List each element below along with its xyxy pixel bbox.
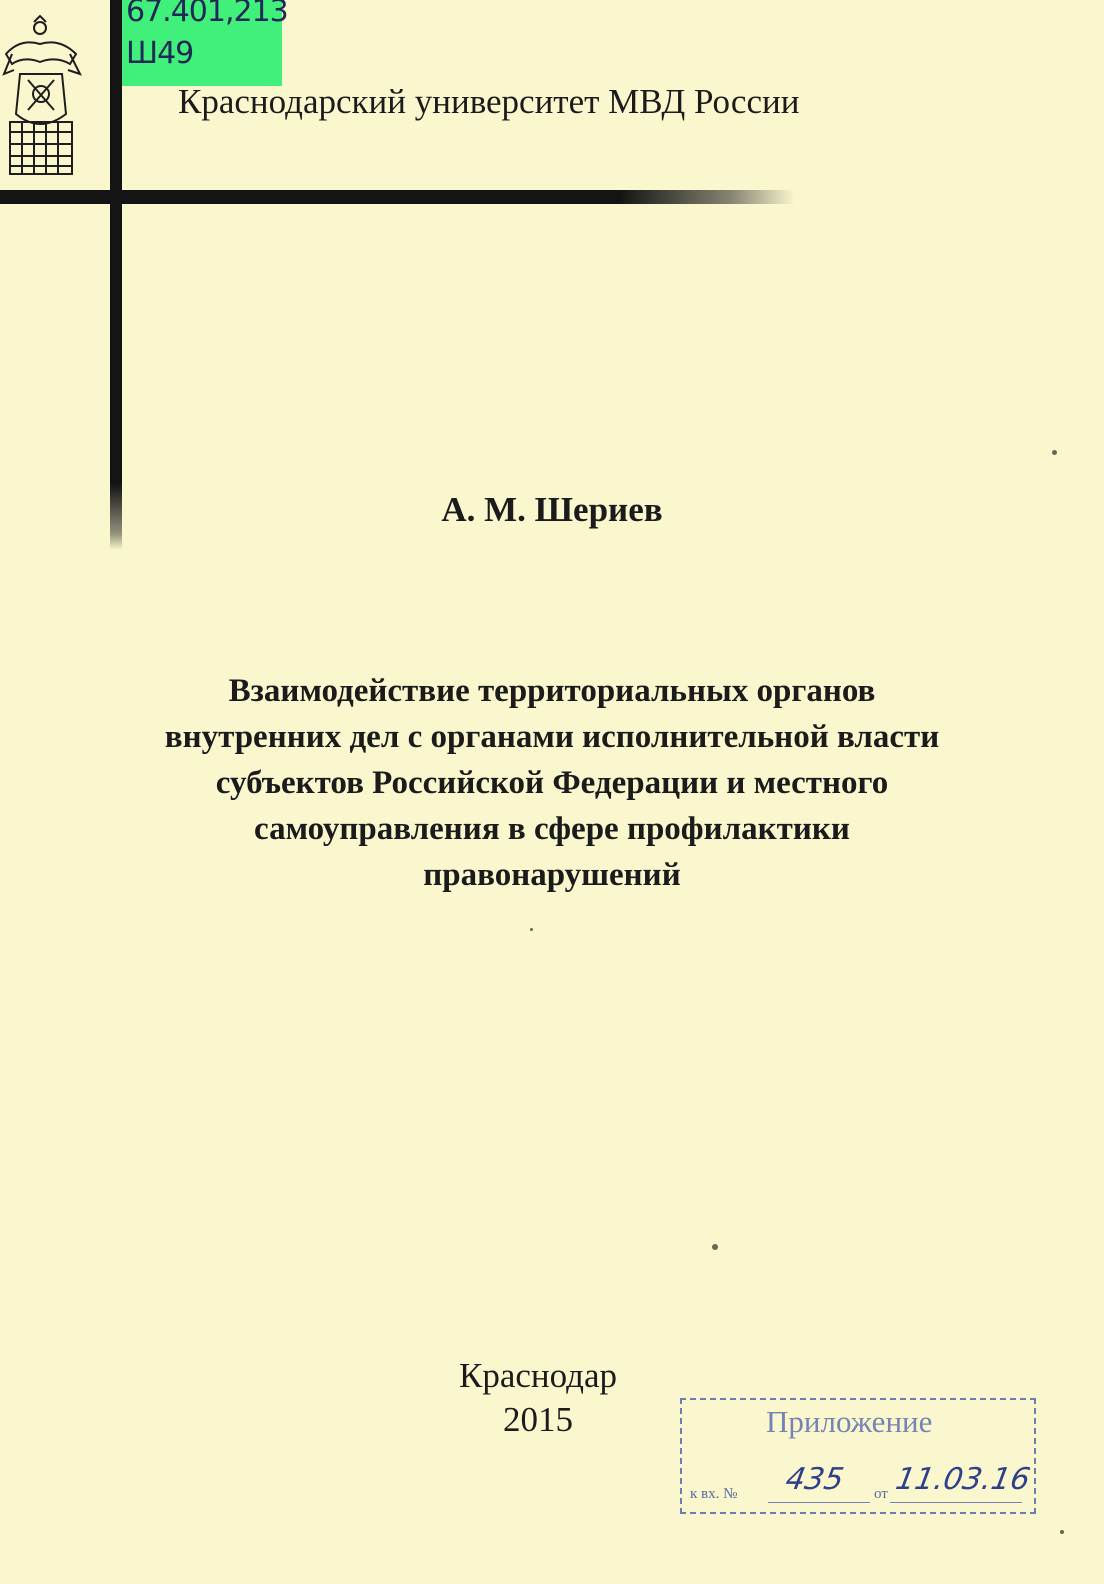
publication-city: Краснодар [459,1356,617,1395]
paper-speck [1052,450,1057,455]
incoming-number-prefix: к вх. № [690,1486,738,1502]
paper-speck [530,928,533,931]
book-title [0,668,1104,898]
title-line: самоуправления в сфере профилактики [254,811,850,847]
incoming-number: 435 [782,1462,847,1497]
stamp-registration-row [690,1462,1033,1504]
registration-date: 11.03.16 [892,1462,1033,1497]
title-line: субъектов Российской Федерации и местного [215,765,889,801]
library-shelf-sticker [116,0,288,86]
date-prefix: от [874,1486,888,1502]
shelf-code: 67.401,213 [126,0,288,29]
paper-speck [1060,1530,1064,1534]
frame-horizontal-line [0,190,795,204]
paper-speck [712,1244,718,1250]
emblem-icon [0,14,84,182]
stamp-label: Приложение [766,1404,933,1439]
title-line: внутренних дел с органами исполнительной власти [164,719,940,755]
title-line: Взаимодействие территориальных органов [228,673,876,709]
date-line [890,1502,1022,1503]
incoming-number-line [768,1502,870,1503]
registration-stamp [680,1398,1036,1514]
university-name: Краснодарский университет МВД России [178,82,800,121]
frame-vertical-line [110,0,122,550]
author-mark: Ш49 [126,36,194,71]
author-name: А. М. Шериев [441,490,663,529]
publication-year: 2015 [503,1400,573,1439]
title-line: правонарушений [423,857,681,893]
